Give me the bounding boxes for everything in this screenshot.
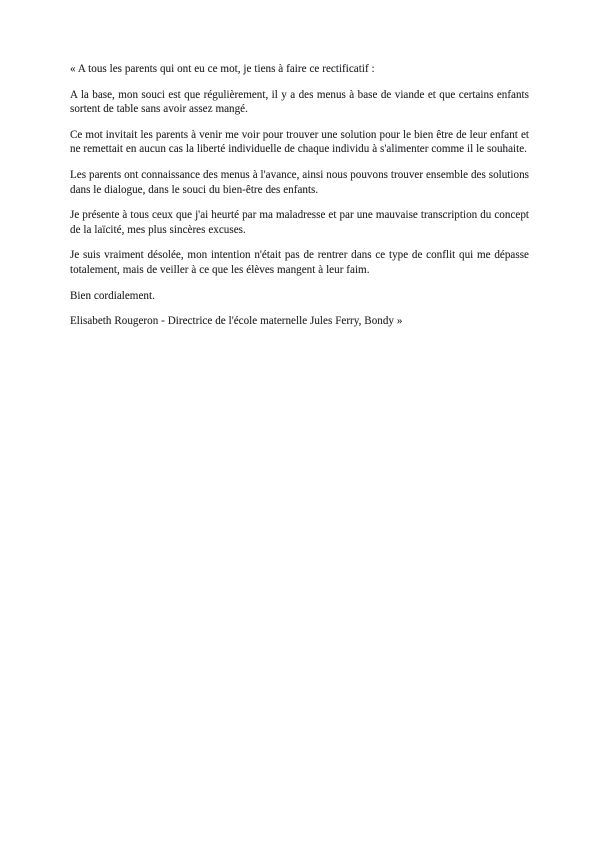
paragraph-signature: Elisabeth Rougeron - Directrice de l'école maternelle Jules Ferry, Bondy » (70, 315, 403, 328)
paragraph-closing-salutation: Bien cordialement. (70, 289, 155, 302)
paragraph-menus-advance: Les parents ont connaissance des menus à l'avance, ainsi nous pouvons trouver ensemble des solutions dans le dialogue, dans le souci du bien-être des enfants. (70, 168, 529, 196)
paragraph-opening-quote: « A tous les parents qui ont eu ce mot, je tiens à faire ce rectificatif : (70, 63, 375, 75)
paragraph-regret-conflict: Je suis vraiment désolée, mon intention n'était pas de rentrer dans ce type de conflit qui me dépasse totalement, mais de veiller à ce que les élèves mangent à leur faim. (70, 249, 529, 276)
paragraph-invitation-parents: Ce mot invitait les parents à venir me voir pour trouver une solution pour le bien être de leur enfant et ne remettait en aucun cas la liberté individuelle de chaque individu à s'alimenter comme il le souhaite. (70, 128, 529, 156)
paragraph-apology-laicite: Je présente à tous ceux que j'ai heurté par ma maladresse et par une mauvaise transcription du concept de la laïcité, mes plus sincères excuses. (70, 209, 529, 236)
document-text-body (70, 62, 529, 329)
paragraph-context-menus: A la base, mon souci est que régulièrement, il y a des menus à base de viande et que certains enfants sortent de table sans avoir assez mangé. (70, 88, 529, 116)
